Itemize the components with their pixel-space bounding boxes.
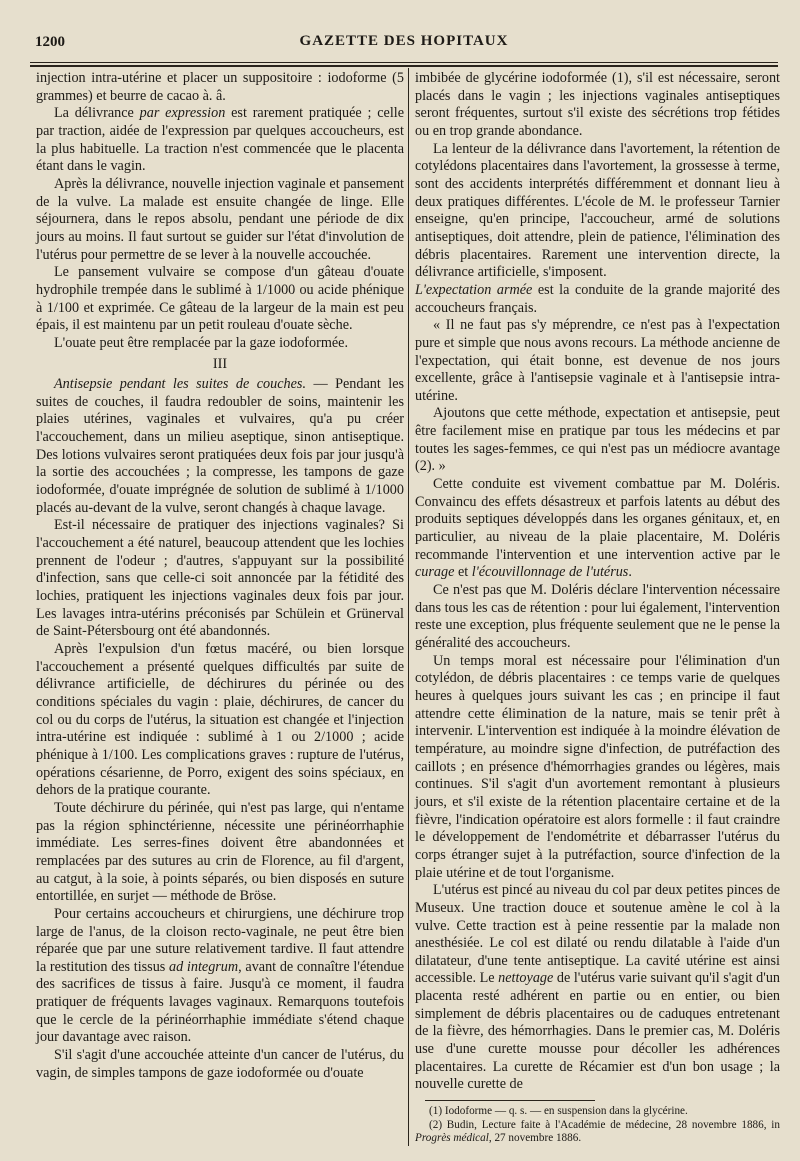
left-column — [36, 70, 404, 1082]
paragraph: Le pansement vulvaire se compose d'un gâteau d'ouate hydrophile trempée dans le sublimé à 1/1000 ou acide phénique à 1/100 et exprimée. Ce gâteau de la largeur de la main est peu épais, il est maintenu par un petit rouleau d'ouate sèche. — [36, 264, 404, 334]
paragraph: Cette conduite est vivement combattue par M. Doléris. Convaincu des effets désastreux et parfois latents au début des produits septiques développés dans les organes génitaux, et, en particulier, au niveau de la plaie placentaire, M. Doléris recommande l'intervention et une intervention active par le curage et l'écouvillonnage de l'utérus. — [415, 476, 780, 581]
paragraph: Toute déchirure du périnée, qui n'est pas large, qui n'entame pas la région sphinctérienne, nécessite une périnéorrhaphie immédiate. Les serres-fines doivent être abandonnées et remplacées par des sutures au crin de Florence, au fil d'argent, au catgut, à la soie, à points séparés, ou bien disposés en suture entortillée, en surjet — méthode de Bröse. — [36, 799, 404, 905]
journal-title: GAZETTE DES HOPITAUX — [299, 33, 509, 49]
paragraph: Ce n'est pas que M. Doléris déclare l'intervention nécessaire dans tous les cas de rétention : pour lui également, l'intervention reste une exception, plus fréquente seulement que ne le pense la généralité des accoucheurs. — [415, 582, 780, 651]
paragraph: La lenteur de la délivrance dans l'avortement, la rétention de cotylédons placentaires dans l'avortement, la grossesse à terme, sont des accidents interprétés différemment et donnant lieu à deux pratiques différentes. L'école de M. le professeur Tarnier enseigne, qu'en principe, l'accoucheur, armé de solutions antiseptiques, doit attendre, plein de patience, l'élimination des débris placentaires. Rarement une intervention directe, la délivrance artificielle, s'imposent. — [415, 140, 780, 281]
paragraph: Est-il nécessaire de pratiquer des injections vaginales? Si l'accouchement a été naturel, beaucoup attendent que les lochies prennent de l'odeur ; d'autres, s'appuyant sur la possibilité d'infection, sans que celle-ci soit annoncée par la fétidité des lochies, pratiquent les injections vaginales deux fois par jour. Les lavages intra-utérins préconisés par Schülein et Grünerval de Saint-Pétersbourg ont été abandonnés. — [36, 517, 404, 640]
section-number: III — [212, 355, 228, 372]
footnote-rule — [425, 1100, 595, 1101]
page-header — [30, 30, 778, 54]
paragraph: Après la délivrance, nouvelle injection vaginale et pansement de la vulve. La malade est ensuite changée de linge. Elle séjournera, dans le repos absolu, pendant une période de dix jours au moins. Il faut surtout se guider sur l'état d'involution de l'utérus pour permettre de se lever à la nouvelle accouchée. — [36, 175, 404, 263]
paragraph: L'ouate peut être remplacée par la gaze iodoformée. — [54, 334, 349, 351]
paragraph: L'expectation armée est la conduite de la grande majorité des accoucheurs français. — [415, 281, 780, 316]
paragraph: imbibée de glycérine iodoformée (1), s'il est nécessaire, seront placés dans le vagin ; les injections vaginales antiseptiques seront fréquentes, surtout s'il existe des sécrétions trop fétides ou en trop grande abondance. — [415, 70, 780, 139]
paragraph: injection intra-utérine et placer un suppositoire : iodoforme (5 grammes) et beurre de cacao à. â. — [36, 70, 404, 104]
footnote: (1) Iodoforme — q. s. — en suspension dans la glycérine. — [429, 1105, 688, 1118]
paragraph: Antisepsie pendant les suites de couches. — Pendant les suites de couches, il faudra redoubler de soins, maintenir les plaies utérines, vaginales et vulvaires, qu'a pu créer l'accouchement, dans un milieu aseptique, sinon antiseptique. Des lotions vulvaires seront pratiquées deux fois par jour jusqu'à la sortie des accouchées ; la compresse, les tampons de gaze iodoformée, d'ouate imprégnée de solution de sublimé à 1/1000 placés au-devant de la vulve, seront changés à chaque lavage. — [36, 376, 405, 516]
column-divider — [408, 68, 409, 1146]
paragraph: Pour certains accoucheurs et chirurgiens, une déchirure trop large de l'anus, de la cloison recto-vaginale, ne peut être bien réparée que par une suture relativement tardive. Il faut attendre la restitution des tissus ad integrum, avant de connaître l'étendue des sacrifices de tissus à faire. Jusqu'à ce moment, il faudra pratiquer de fréquents lavages vaginaux. Remarquons toutefois que le cercle de la périnéorrhaphie immédiate s'étend chaque jour davantage avec raison. — [36, 905, 405, 1046]
paragraph: « Il ne faut pas s'y méprendre, ce n'est pas à l'expectation pure et simple que nous avons recours. La méthode ancienne de l'expectation, qui était bonne, est devenue de nos jours excellente, grâce à l'antisepsie vaginale et à l'antisepsie intra-utérine. — [415, 317, 780, 404]
paragraph: La délivrance par expression est rarement pratiquée ; celle par traction, aidée de l'expression par quelques accoucheurs, est la plus habituelle. La traction n'est commencée que le placenta étant dans le vagin. — [36, 105, 405, 175]
paragraph: L'utérus est pincé au niveau du col par deux petites pinces de Museux. Une traction douce et soutenue amène le col à la vulve. Cette traction est à peine ressentie par la malade non anesthésiée. Le col est dilaté ou rendu dilatable à l'aide d'un dilatateur, d'une tente antiseptique. La cavité utérine est ainsi accessible. Le nettoyage de l'utérus varie suivant qu'il s'agit d'un placenta resté adhérent en partie ou en entier, ou bien simplement de débris placentaires ou de caduques entretenant de la fièvre, des hémorrhagies. Dans le premier cas, M. Doléris use d'une curette mousse pour décoller les adhérences placentaires. La curette de Récamier est d'un bon usage ; la nouvelle curette de — [415, 882, 781, 1093]
right-column — [415, 70, 780, 1146]
page-number: 1200 — [35, 34, 65, 50]
header-rule — [30, 62, 778, 63]
header-rule-thick — [30, 65, 778, 67]
footnote: (2) Budin, Lecture faite à l'Académie de médecine, 28 novembre 1886, in Progrès médical, 27 novembre 1886. — [415, 1118, 780, 1145]
paragraph: Ajoutons que cette méthode, expectation et antisepsie, peut être facilement mise en pratique par tous les médecins et par toutes les sages-femmes, ce qui n'est pas un médiocre avantage (2). » — [415, 405, 780, 475]
paragraph: Un temps moral est nécessaire pour l'élimination d'un cotylédon, de débris placentaires : ce temps varie de quelques heures à quelques jours suivant les cas ; en principe il faut attendre cette élimination de la nature, mais se tenir prêt à intervenir. L'intervention est indiquée à la moindre élévation de température, au moindre signe d'infection, de putréfaction des caillots ; en présence d'hémorrhagies grandes ou légères, mais continues. S'il s'agit d'un avortement remontant à plusieurs jours, et s'il existe de la rétention placentaire certaine et de la fièvre, l'indication opératoire est alors formelle : il faut craindre le développement de l'endométrite et débarrasser l'utérus du corps étranger sujet à la putréfaction, source d'infection de la plaie utérine et de tout l'organisme. — [415, 652, 780, 881]
paragraph: S'il s'agit d'une accouchée atteinte d'un cancer de l'utérus, du vagin, de simples tampons de gaze iodoformée ou d'ouate — [36, 1047, 404, 1081]
paragraph: Après l'expulsion d'un fœtus macéré, ou bien lorsque l'accouchement a présenté quelques difficultés par suite de délivrance artificielle, de déchirures du périnée ou des conditions spéciales du vagin : plaie, déchirures, de cancer du col ou du corps de l'utérus, la situation est changée et l'injection intra-utérine est indiquée : sublimé à 1 ou 2/1000 ; acide phénique à 1/100. Les complications graves : rupture de l'utérus, opérations césarienne, de Porro, exigent des soins spéciaux, en dehors de la pratique courante. — [36, 641, 404, 799]
